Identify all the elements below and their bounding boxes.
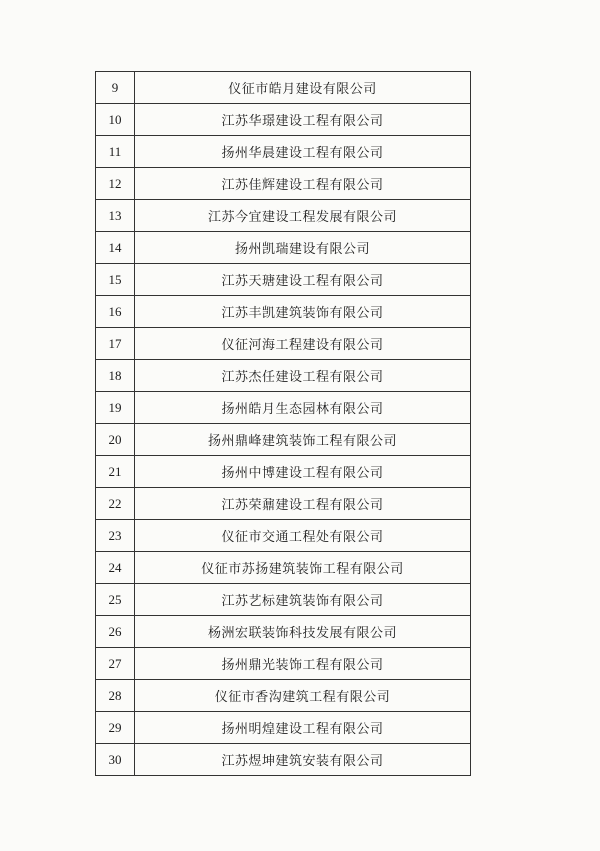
table-row xyxy=(96,392,471,424)
company-name: 江苏华璟建设工程有限公司 xyxy=(135,104,471,136)
row-number: 29 xyxy=(96,712,135,744)
company-name: 仪征市皓月建设有限公司 xyxy=(135,72,471,104)
table-row xyxy=(96,552,471,584)
row-number: 13 xyxy=(96,200,135,232)
table-row xyxy=(96,744,471,776)
row-number: 30 xyxy=(96,744,135,776)
row-number: 16 xyxy=(96,296,135,328)
table-row xyxy=(96,680,471,712)
company-name: 扬州皓月生态园林有限公司 xyxy=(135,392,471,424)
row-number: 12 xyxy=(96,168,135,200)
company-name: 江苏荣鼐建设工程有限公司 xyxy=(135,488,471,520)
table-row xyxy=(96,360,471,392)
row-number: 22 xyxy=(96,488,135,520)
table-row xyxy=(96,264,471,296)
table-row xyxy=(96,584,471,616)
company-name: 仪征市香沟建筑工程有限公司 xyxy=(135,680,471,712)
row-number: 27 xyxy=(96,648,135,680)
row-number: 18 xyxy=(96,360,135,392)
table-row xyxy=(96,648,471,680)
table-row xyxy=(96,136,471,168)
company-name: 扬州凯瑞建设有限公司 xyxy=(135,232,471,264)
company-name: 杨洲宏联装饰科技发展有限公司 xyxy=(135,616,471,648)
company-name: 仪征市苏扬建筑装饰工程有限公司 xyxy=(135,552,471,584)
table-row xyxy=(96,712,471,744)
table-row xyxy=(96,168,471,200)
company-name: 江苏天瑭建设工程有限公司 xyxy=(135,264,471,296)
row-number: 10 xyxy=(96,104,135,136)
table-row xyxy=(96,328,471,360)
company-name: 江苏今宜建设工程发展有限公司 xyxy=(135,200,471,232)
row-number: 19 xyxy=(96,392,135,424)
company-name: 江苏佳辉建设工程有限公司 xyxy=(135,168,471,200)
table-row xyxy=(96,200,471,232)
company-name: 江苏杰任建设工程有限公司 xyxy=(135,360,471,392)
table-row xyxy=(96,424,471,456)
company-name: 仪征河海工程建设有限公司 xyxy=(135,328,471,360)
company-name: 江苏丰凯建筑装饰有限公司 xyxy=(135,296,471,328)
row-number: 25 xyxy=(96,584,135,616)
table-row xyxy=(96,296,471,328)
table-row xyxy=(96,456,471,488)
company-name: 扬州明煌建设工程有限公司 xyxy=(135,712,471,744)
table-row xyxy=(96,616,471,648)
row-number: 20 xyxy=(96,424,135,456)
company-name: 扬州鼎峰建筑装饰工程有限公司 xyxy=(135,424,471,456)
row-number: 24 xyxy=(96,552,135,584)
table-row xyxy=(96,232,471,264)
company-name: 扬州中博建设工程有限公司 xyxy=(135,456,471,488)
company-name: 扬州鼎光装饰工程有限公司 xyxy=(135,648,471,680)
company-name: 仪征市交通工程处有限公司 xyxy=(135,520,471,552)
row-number: 26 xyxy=(96,616,135,648)
row-number: 21 xyxy=(96,456,135,488)
company-name: 扬州华晨建设工程有限公司 xyxy=(135,136,471,168)
row-number: 23 xyxy=(96,520,135,552)
table-row xyxy=(96,520,471,552)
table-row xyxy=(96,72,471,104)
table-row xyxy=(96,104,471,136)
company-name: 江苏艺标建筑装饰有限公司 xyxy=(135,584,471,616)
row-number: 11 xyxy=(96,136,135,168)
row-number: 15 xyxy=(96,264,135,296)
row-number: 28 xyxy=(96,680,135,712)
company-table xyxy=(95,71,471,776)
company-table-body xyxy=(96,72,471,776)
row-number: 14 xyxy=(96,232,135,264)
company-name: 江苏煜坤建筑安装有限公司 xyxy=(135,744,471,776)
row-number: 9 xyxy=(96,72,135,104)
row-number: 17 xyxy=(96,328,135,360)
table-row xyxy=(96,488,471,520)
